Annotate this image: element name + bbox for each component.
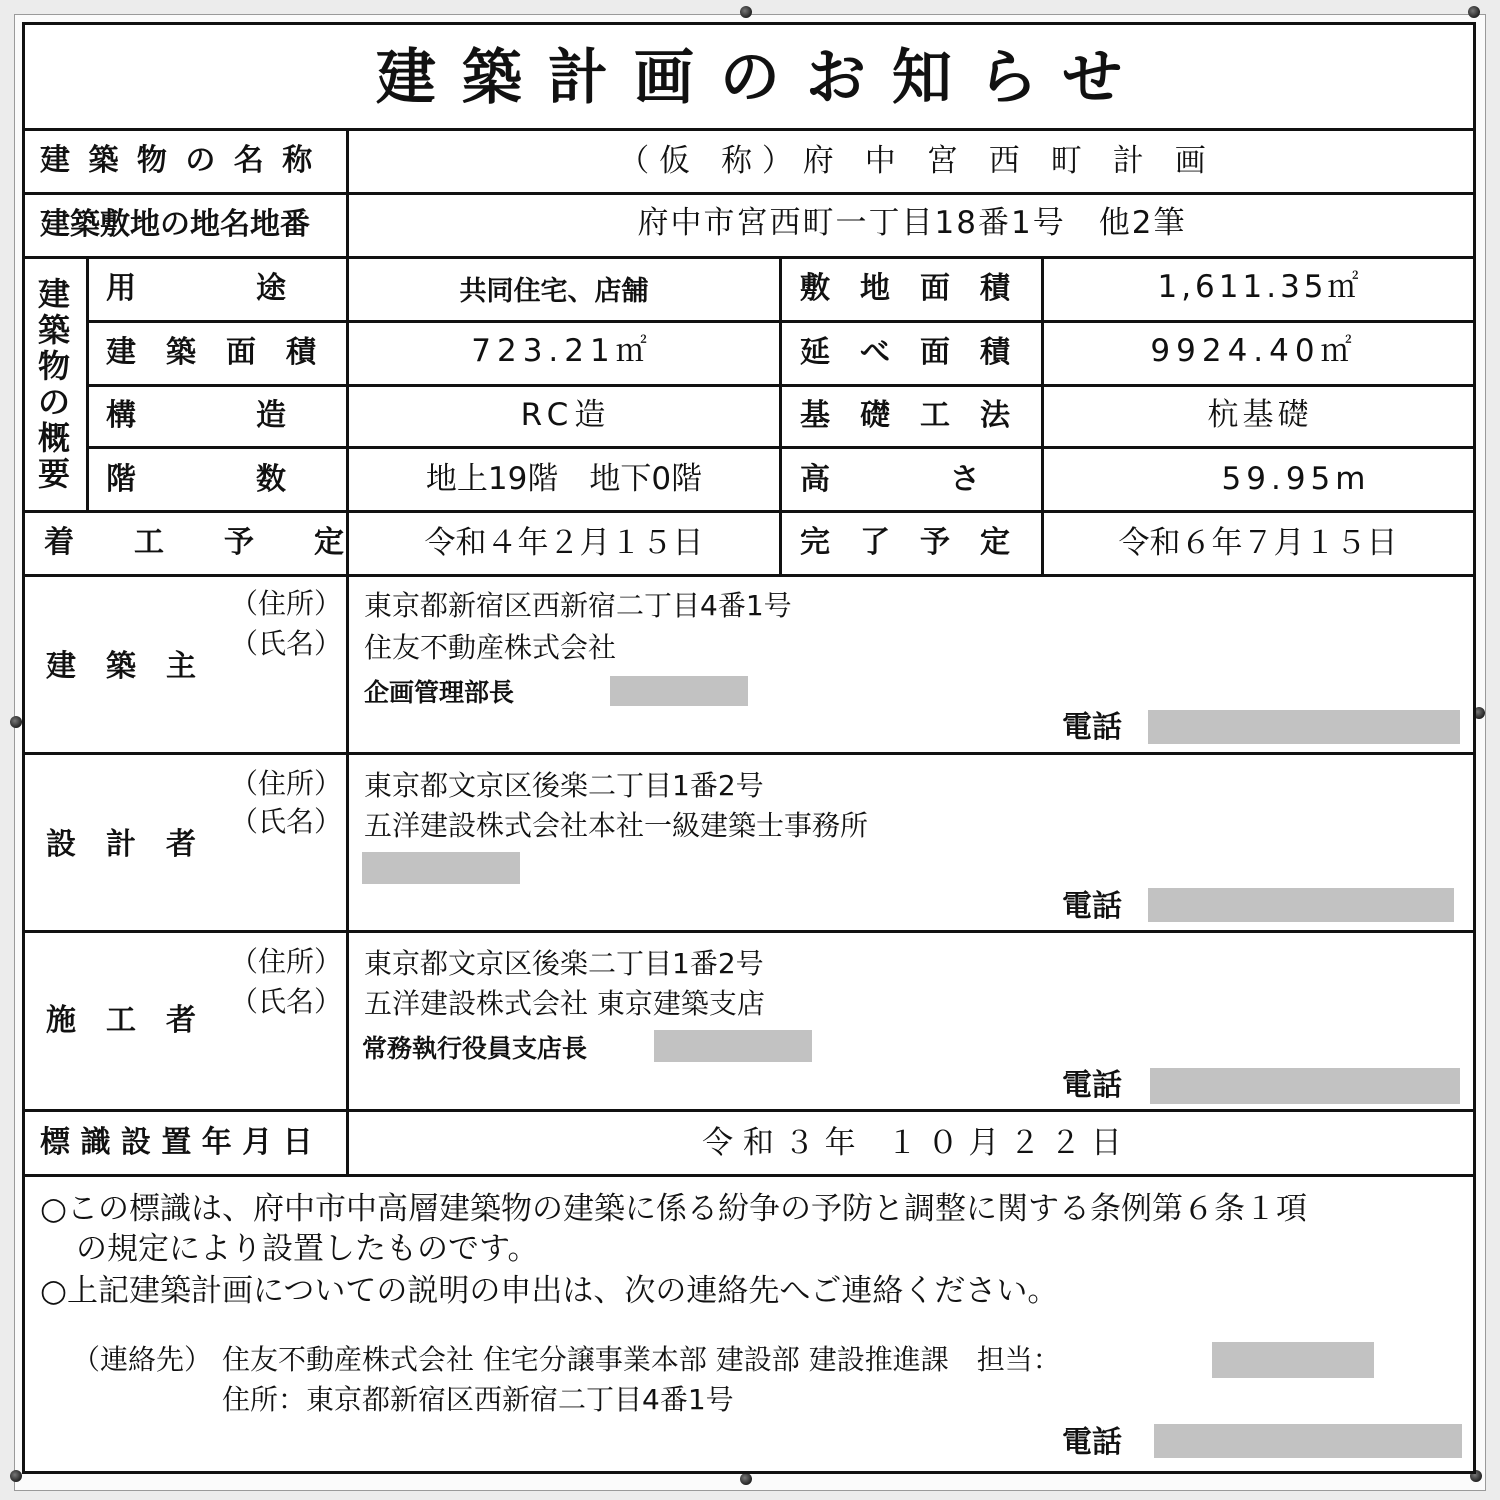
redacted-phone xyxy=(1148,710,1460,744)
contact-phone-label: 電話 xyxy=(1062,1425,1122,1460)
redacted-phone xyxy=(1148,888,1454,922)
designer-name: 五洋建設株式会社本社一級建築士事務所 xyxy=(364,809,869,842)
rule xyxy=(88,384,1476,387)
screw-icon xyxy=(740,1473,752,1485)
rule xyxy=(88,320,1476,323)
contractor-address: 東京都文京区後楽二丁目1番2号 xyxy=(364,947,764,980)
site-value: 府中市宮西町一丁目18番1号 他2筆 xyxy=(637,205,1187,241)
building-name-label: 建 築 物 の 名 称 xyxy=(40,143,317,178)
rule xyxy=(22,192,1476,195)
redacted-name xyxy=(654,1030,812,1062)
screw-icon xyxy=(1468,6,1480,18)
contractor-label: 施 工 者 xyxy=(46,1003,196,1038)
rule xyxy=(346,128,349,1177)
redacted-name xyxy=(610,676,748,706)
contractor-address-tag: （住所） xyxy=(230,945,343,978)
designer-phone-label: 電話 xyxy=(1062,889,1122,924)
rule xyxy=(22,510,1476,513)
contractor-phone-label: 電話 xyxy=(1062,1068,1122,1103)
contact-org: 住友不動産株式会社 住宅分譲事業本部 建設部 建設推進課 担当： xyxy=(222,1343,1061,1376)
rule xyxy=(22,930,1476,933)
note-line-1: ○この標識は、府中市中高層建築物の建築に係る紛争の予防と調整に関する条例第６条１項 xyxy=(40,1191,1308,1227)
rule xyxy=(22,1109,1476,1112)
owner-label: 建 築 主 xyxy=(46,649,196,684)
structure-value: RC造 xyxy=(520,397,612,433)
owner-name-tag: （氏名） xyxy=(230,627,343,660)
rule xyxy=(86,256,89,513)
building-area-value: 723.21㎡ xyxy=(471,333,653,369)
site-area-label: 敷 地 面 積 xyxy=(800,271,1010,306)
floor-area-label: 延 べ 面 積 xyxy=(800,335,1010,370)
redacted-phone xyxy=(1154,1424,1462,1458)
designer-label: 設 計 者 xyxy=(46,827,196,862)
floor-area-value: 9924.40㎡ xyxy=(1150,333,1358,369)
owner-address-tag: （住所） xyxy=(230,587,343,620)
rule xyxy=(1041,256,1044,577)
screw-icon xyxy=(10,716,22,728)
posted-value: 令 和 ３ 年 １ ０ 月 ２ ２ 日 xyxy=(702,1125,1122,1161)
finish-value: 令和６年７月１５日 xyxy=(1118,525,1398,561)
site-label: 建築敷地の地名地番 xyxy=(40,207,310,242)
owner-address: 東京都新宿区西新宿二丁目4番1号 xyxy=(364,589,792,622)
site-area-value: 1,611.35㎡ xyxy=(1157,269,1363,305)
start-value: 令和４年２月１５日 xyxy=(424,525,704,561)
use-label: 用 途 xyxy=(106,271,286,306)
rule xyxy=(779,256,782,577)
floors-value: 地上19階 地下0階 xyxy=(425,461,703,497)
rule xyxy=(88,446,1476,449)
height-value: 59.95m xyxy=(1221,461,1371,497)
floors-label: 階 数 xyxy=(106,462,286,497)
rule xyxy=(22,256,1476,259)
building-area-label: 建 築 面 積 xyxy=(106,335,316,370)
contact-address: 住所：東京都新宿区西新宿二丁目4番1号 xyxy=(222,1383,734,1416)
redacted-name xyxy=(362,852,520,884)
use-value: 共同住宅、店舗 xyxy=(459,276,649,307)
redacted-contact-name xyxy=(1212,1342,1374,1378)
owner-name: 住友不動産株式会社 xyxy=(364,631,617,664)
height-label: 高 さ xyxy=(800,462,980,497)
posted-label: 標 識 設 置 年 月 日 xyxy=(40,1125,313,1160)
start-label: 着 工 予 定 xyxy=(44,525,344,560)
contact-prefix: （連絡先） xyxy=(72,1343,213,1376)
note-line-3: ○上記建築計画についての説明の申出は、次の連絡先へご連絡ください。 xyxy=(40,1273,1059,1309)
foundation-value: 杭基礎 xyxy=(1207,397,1313,433)
contractor-title: 常務執行役員支店長 xyxy=(362,1034,588,1063)
overview-group-label: 建築物の概要 xyxy=(37,275,70,493)
designer-address-tag: （住所） xyxy=(230,767,343,800)
contractor-name: 五洋建設株式会社 東京建築支店 xyxy=(364,987,765,1020)
foundation-label: 基 礎 工 法 xyxy=(800,398,1010,433)
owner-title: 企画管理部長 xyxy=(364,678,515,707)
designer-name-tag: （氏名） xyxy=(230,805,343,838)
designer-address: 東京都文京区後楽二丁目1番2号 xyxy=(364,769,764,802)
finish-label: 完 了 予 定 xyxy=(800,525,1010,560)
building-name-value: （ 仮 称 ） 府 中 宮 西 町 計 画 xyxy=(618,143,1206,179)
rule xyxy=(22,128,1476,131)
screw-icon xyxy=(740,6,752,18)
rule xyxy=(22,1174,1476,1177)
rule xyxy=(22,574,1476,577)
rule xyxy=(22,752,1476,755)
note-line-2: の規定により設置したものです。 xyxy=(76,1231,539,1267)
owner-phone-label: 電話 xyxy=(1062,710,1122,745)
structure-label: 構 造 xyxy=(106,398,286,433)
redacted-phone xyxy=(1150,1068,1460,1104)
page-title: 建築計画のお知らせ xyxy=(375,43,1149,113)
contractor-name-tag: （氏名） xyxy=(230,985,343,1018)
screw-icon xyxy=(10,1470,22,1482)
